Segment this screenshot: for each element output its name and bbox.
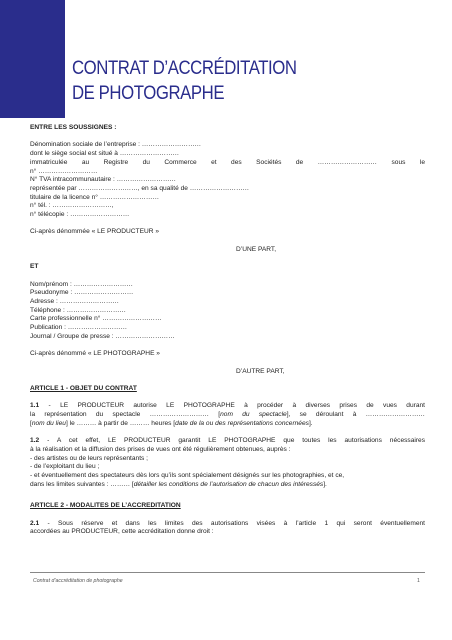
- producer-line: représentée par ………………………, en sa qualité de ………………………: [30, 184, 250, 192]
- contract-body: [30, 124, 425, 537]
- producer-line: n° ………………………: [30, 167, 98, 175]
- text-span: [: [30, 419, 32, 427]
- text-span: ].: [308, 419, 313, 427]
- article1-2-line1: [30, 437, 425, 446]
- text-span: la représentation du spectacle ……………………… [: [30, 411, 221, 419]
- document-title: [72, 56, 297, 106]
- producer-line: dont le siège social est situé à ………………………: [30, 150, 180, 158]
- and-heading: ET: [30, 263, 39, 271]
- italic-note: date de la ou des représentations concernées: [175, 419, 309, 427]
- article2-1-text: - Sous réserve et dans les limites des autorisations visées à l’article 1 qui seront éventuellement: [39, 519, 425, 527]
- page-number: 1: [417, 578, 420, 584]
- article1-2-line3: - des artistes ou de leurs représentants ;: [30, 454, 149, 462]
- producer-designation: Ci-après dénommée « LE PRODUCTEUR »: [30, 228, 159, 236]
- article1-2-line2: à la réalisation et la diffusion des prises de vues ont été régulièrement obtenues, auprès :: [30, 445, 291, 453]
- photographer-line: Carte professionnelle n° ………………………: [30, 315, 162, 323]
- title-line-2: DE PHOTOGRAPHE: [72, 82, 225, 104]
- article1-1-line1: [30, 402, 425, 411]
- article1-2-line6: [30, 481, 425, 490]
- footer-divider: [30, 572, 425, 573]
- photographer-designation: Ci-après dénommé « LE PHOTOGRAPHE »: [30, 350, 160, 358]
- italic-note: nom du lieu: [31, 419, 66, 427]
- italic-note: détailler les conditions de l’autorisation de chacun des intéressés: [133, 480, 324, 488]
- producer-line: n° tél. : ………………………,: [30, 202, 114, 210]
- article1-2-number: 1.2: [30, 437, 40, 445]
- producer-line: titulaire de la licence n° ………………………: [30, 193, 160, 201]
- producer-line: Dénomination sociale de l’entreprise : ………………………: [30, 141, 202, 149]
- photographer-line: Nom/prénom : ………………………: [30, 280, 133, 288]
- italic-note: nom du spectacle: [220, 411, 287, 419]
- photographer-line: Téléphone : ………………………: [30, 306, 127, 314]
- text-span: ].: [323, 480, 327, 488]
- second-party-label: D’AUTRE PART,: [236, 367, 285, 375]
- producer-line: N° TVA intracommunautaire : ………………………: [30, 176, 177, 184]
- parties-heading: ENTRE LES SOUSSIGNES :: [30, 124, 117, 131]
- photographer-line: Adresse : ………………………: [30, 297, 120, 305]
- article2-1-number: 2.1: [30, 519, 40, 527]
- article1-1-number: 1.1: [30, 402, 40, 410]
- article2-1-line2: accordées au PRODUCTEUR, cette accréditation donne droit :: [30, 528, 214, 536]
- producer-line: n° télécopie : ………………………: [30, 211, 130, 219]
- article1-1-text: - LE PRODUCTEUR autorise LE PHOTOGRAPHE à procéder à diverses prises de vues durant: [39, 402, 425, 410]
- article1-1-line3: [30, 420, 425, 429]
- article2-1-line1: [30, 520, 425, 529]
- text-span: ] le ……… à partir de ……… heures [: [65, 419, 176, 427]
- article2-heading: ARTICLE 2 - MODALITES DE L’ACCREDITATION: [30, 502, 181, 510]
- photographer-line: Journal / Groupe de presse : ………………………: [30, 332, 175, 340]
- article1-1-line2: [30, 411, 425, 420]
- photographer-line: Publication : ………………………: [30, 324, 128, 332]
- text-span: ], se déroulant à ………………………: [286, 411, 426, 419]
- article1-heading: ARTICLE 1 - OBJET DU CONTRAT: [30, 384, 137, 392]
- article1-2-line4: - de l’exploitant du lieu ;: [30, 463, 100, 471]
- title-line-1: CONTRAT D’ACCRÉDITATION: [72, 57, 297, 79]
- footer-title: Contrat d’accréditation de photographe: [33, 578, 123, 584]
- photographer-line: Pseudonyme : ………………………: [30, 289, 134, 297]
- header-accent-block: [0, 0, 65, 118]
- article1-2-text: - A cet effet, LE PRODUCTEUR garantit LE PHOTOGRAPHE que toutes les autorisations nécessaires: [39, 437, 425, 445]
- first-party-label: D’UNE PART,: [236, 245, 277, 253]
- registry-line: immatriculée au Registre du Commerce et des Sociétés de ……………………… sous le: [30, 158, 425, 166]
- text-span: dans les limites suivantes : ……… [: [30, 480, 134, 488]
- article1-2-line5: - et éventuellement des spectateurs dès lors qu’ils sont spécialement désignés sur les photographies, et ce,: [30, 471, 345, 479]
